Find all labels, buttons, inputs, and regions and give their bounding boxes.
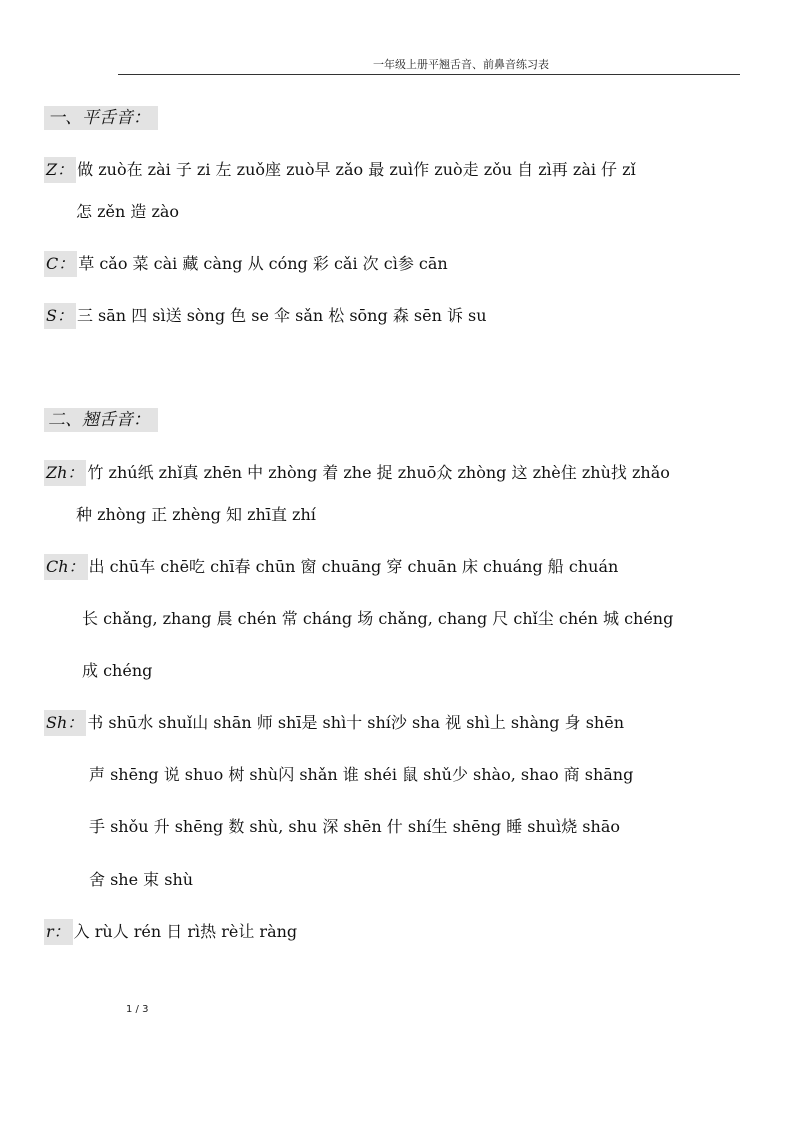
row-ch-continued-1: 长 chǎng, zhang 晨 chén 常 cháng 场 chǎng, chang 尺 chǐ尘 chén 城 chéng [82,609,674,628]
label-c: C： [44,251,77,277]
section-heading-retroflex: 二、翘舌音： [44,408,158,432]
row-ch-text: 出 chū车 chē吃 chī春 chūn 窗 chuāng 穿 chuān 床 chuáng 船 chuán [88,557,619,576]
row-c-text: 草 cǎo 菜 cài 藏 càng 从 cóng 彩 cǎi 次 cì参 cān [78,254,448,273]
row-zh-continued: 种 zhòng 正 zhèng 知 zhī直 zhí [76,505,316,524]
label-sh: Sh： [44,710,86,736]
row-zh [44,460,670,486]
row-sh-continued-2: 手 shǒu 升 shēng 数 shù, shu 深 shēn 什 shí生 shēng 睡 shuì烧 shāo [89,817,620,836]
row-z-text: 做 zuò在 zài 子 zi 左 zuǒ座 zuò早 zǎo 最 zuì作 zuò走 zǒu 自 zì再 zài 仔 zǐ [77,160,636,179]
label-r: r： [44,919,73,945]
row-z-continued: 怎 zěn 造 zào [76,202,180,221]
row-sh-continued-1: 声 shēng 说 shuo 树 shù闪 shǎn 谁 shéi 鼠 shǔ少 shào, shao 商 shāng [89,765,634,784]
row-r [44,919,297,945]
header-title: 一年级上册平翘舌音、前鼻音练习表 [373,58,549,71]
row-zh-text: 竹 zhú纸 zhǐ真 zhēn 中 zhòng 着 zhe 捉 zhuō众 zhòng 这 zhè住 zhù找 zhǎo [87,463,670,482]
section-heading-flat: 一、平舌音： [44,106,158,130]
label-s: S： [44,303,76,329]
row-s-text: 三 sān 四 sì送 sòng 色 se 伞 sǎn 松 sōng 森 sēn 诉 su [76,306,487,325]
row-s [44,303,487,329]
row-ch-continued-2: 成 chéng [82,661,153,680]
row-sh-text: 书 shū水 shuǐ山 shān 师 shī是 shì十 shí沙 sha 视 shì上 shàng 身 shēn [87,713,624,732]
row-z [44,157,636,183]
row-c [44,251,448,277]
label-zh: Zh： [44,460,86,486]
row-sh [44,710,624,736]
row-ch [44,554,618,580]
header-rule [118,74,740,75]
label-ch: Ch： [44,554,88,580]
label-z: Z： [44,157,76,183]
row-r-text: 入 rù人 rén 日 rì热 rè让 ràng [73,922,298,941]
row-sh-continued-3: 舍 she 束 shù [89,870,194,889]
page-number: 1 / 3 [126,1004,149,1015]
